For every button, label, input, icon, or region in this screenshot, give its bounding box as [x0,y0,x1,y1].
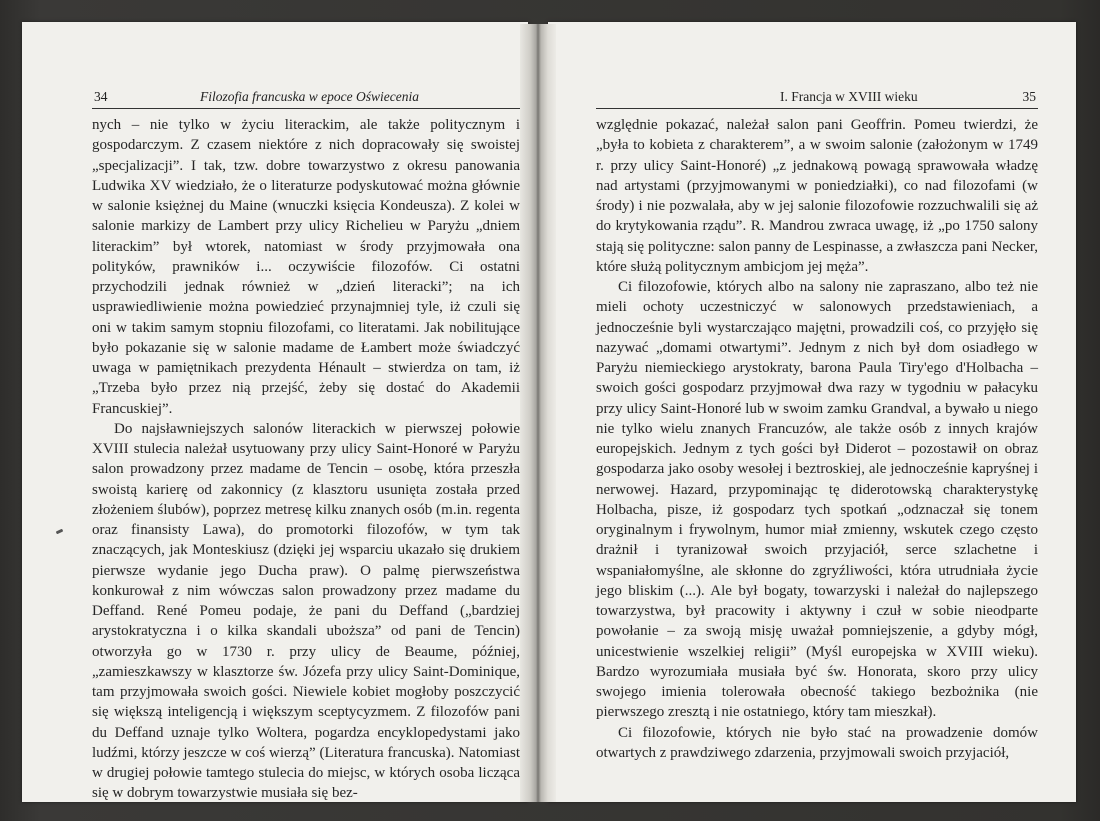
left-page-body [92,115,520,804]
left-running-head: Filozofia francuska w epoce Oświecenia [200,89,419,104]
right-page-content [548,22,1076,802]
right-running-head: I. Francja w XVIII wieku [780,89,918,104]
left-page-header [92,86,520,109]
right-page-number: 35 [1022,89,1036,104]
left-paragraph-1: nych – nie tylko w życiu literackim, ale także politycznym i gospodarczym. Z czasem niektóre z nich dopracowały się swoistej „specjalizacji”. I tak, tzw. dobre towarzystwo z okresu panowania Ludwika XV wiedziało, że o literaturze podyskutować można głównie w salonie księżnej du Maine (wnuczki księcia Kondeusza). Z kolei w salonie markizy de Lambert przy ulicy Richelieu w Paryżu „dniem literackim” był wtorek, natomiast w środy przyjmowała ona polityków, prawników i... oczywiście filozofów. Ci ostatni przychodzili jednak również w „dzień literacki”; na ich usprawiedliwienie można powiedzieć przynajmniej tyle, iż czuli się oni w takim samym stopniu filozofami, co literatami. Jak nobilitujące było pokazanie się w salonie madame de Łambert może świadczyć uwaga w pamiętnikach prezydenta Hénault – stwierdza on tam, iż „Trzeba było przez nią przejść, żeby się dostać do Akademii Francuskiej”. [92,117,520,417]
left-page-number: 34 [94,89,108,104]
right-page-body [596,115,1038,763]
right-paragraph-2: Ci filozofowie, których albo na salony nie zapraszano, albo też nie mieli ochoty uczestniczyć w salonowych przedstawieniach, a jednocześnie byli wystarczająco majętni, prowadzili coś, co przyjęło się nazywać „domami otwartymi”. Jednym z nich był dom osiadłego w Paryżu niemieckiego arystokraty, barona Paula Tiry'ego d'Holbacha – swoich gości gospodarz przyjmował dwa razy w tygodniu w pałacyku przy ulicy Saint-Honoré lub w swoim zamku Grandval, a bywało u niego nie tylko wielu znanych Francuzów, ale także osób z innych krajów europejskich. Jednym z tych gości był Diderot – pozostawił on obraz gospodarza jako osoby wesołej i beztroskiej, ale jednocześnie kapryśnej i nerwowej. Hazard, przypominając tę diderotowską charakterystykę Holbacha, pisze, iż gospodarz tych spotkań „odznaczał się tonem oryginalnym i frywolnym, humor miał zmienny, wskutek czego często drażnił i tyranizował swoich przyjaciół, serce szlachetne i wspaniałomyślne, ale skłonne do zgryźliwości, która utrudniała życie jego bliskim (...). Ale był bogaty, towarzyski i należał do najlepszego towarzystwa, był pracowity i aktywny i czuł w sobie nieodparte powołanie – za swoją misję uważał pomniejszenie, a gdyby mógł, unicestwienie wszelkiej religii” (Myśl europejska w XVIII wieku). Bardzo wyrozumiała musiała być św. Honorata, skoro przy ulicy swojego imienia tolerowała obecność takiego bezbożnika (nie pierwszego zresztą i nie ostatniego, który tam mieszkał). [596,279,1038,721]
right-page-header [596,86,1038,109]
right-paragraph-1: względnie pokazać, należał salon pani Geoffrin. Pomeu twierdzi, że „była to kobieta z charakterem”, a w swoim salonie (założonym w 1749 r. przy ulicy Saint-Honoré) „z jednakową powagą sprawowała władzę nad artystami (przyjmowanymi w poniedziałki), co nad filozofami (w środy) i nie pozwalała, aby w jej salonie filozofowie rozzuchwalili się aż do krytykowania rządu”. R. Mandrou zwraca uwagę, iż „po 1750 salony stają się polityczne: salon panny de Lespinasse, a zwłaszcza pani Necker, które służą politycznym ambicjom jej męża”. [596,117,1038,275]
margin-pencil-mark [56,529,64,535]
left-paragraph-2: Do najsławniejszych salonów literackich w pierwszej połowie XVIII stulecia należał usytuowany przy ulicy Saint-Honoré w Paryżu salon prowadzony przez madame de Tencin – osobę, która przeszła swoistą karierę od zakonnicy (z klasztoru usunięta została przed złożeniem ślubów), poprzez metresę kilku znanych osób (m.in. regenta oraz finansisty Lawa), do promotorki filozofów, w tym tak znaczących, jak Monteskiusz (dzięki jej wsparciu ukazało się drukiem pierwsze wydanie jego Ducha praw). O palmę pierwszeństwa konkurował z nim wówczas salon prowadzony przez madame du Deffand. René Pomeu podaje, że pani du Deffand („bardziej arystokratyczna i o kilka skandali uboższa” od pani de Tencin) otworzyła go w 1730 r. przy ulicy de Beaume, później, „zamieszkawszy w klasztorze św. Józefa przy ulicy Saint-Dominique, tam przyjmowała swoich gości. Niewiele kobiet mogłoby poszczycić się większą inteligencją i większym sceptycyzmem. Z filozofów pani du Deffand uznaje tylko Woltera, pogardza encyklopedystami jako ludźmi, którzy jeszcze w coś wierzą” (Literatura francuska). Natomiast w drugiej połowie tamtego stulecia do miejsc, w których osoba licząca się w dobrym towarzystwie musiała się bez- [92,420,520,802]
left-page-content [22,22,528,802]
right-paragraph-3: Ci filozofowie, których nie było stać na prowadzenie domów otwartych z prawdziwego zdarzenia, przyjmowali swoich przyjaciół, [596,724,1038,761]
